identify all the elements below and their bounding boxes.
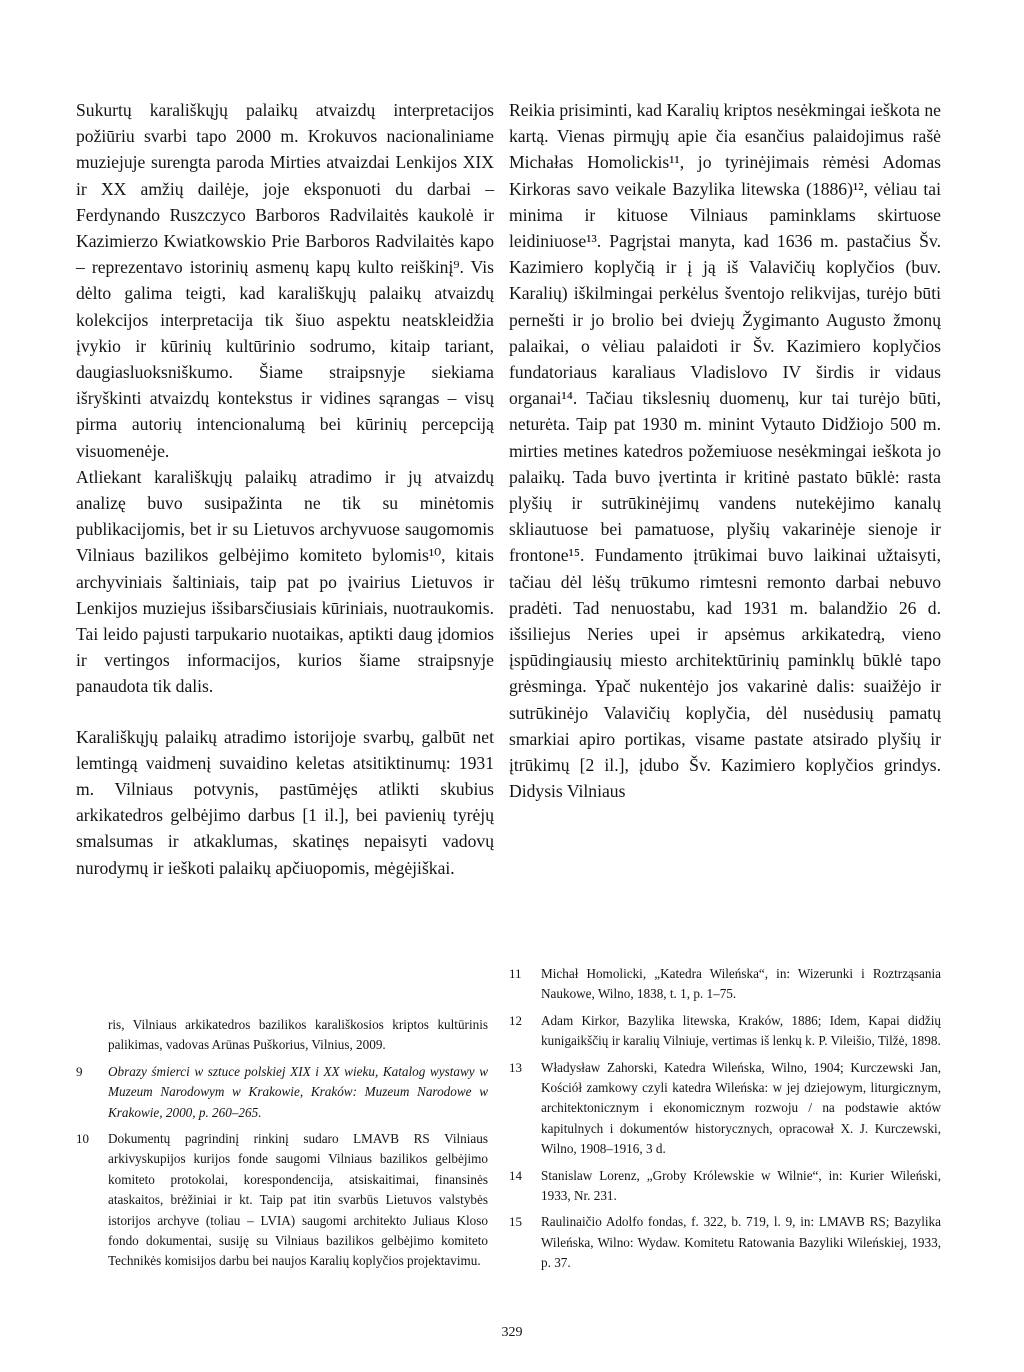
footnote-number: 12 [509, 1012, 522, 1028]
page-number: 329 [501, 1325, 523, 1340]
footnote-text: Władysław Zahorski, Katedra Wileńska, Wilno, 1904; Kurczewski Jan, Kościół zamkowy czyli katedra Wileńska: w jej dziejowym, liturgicznym, architektonicznym i ekonomicznym rozwoju / na podstawie aktów kapitulnych i dokumentów historycznych, opracował X. J. Kurczewski, Wilno, 1908–1916, 3 d. [541, 1059, 941, 1157]
footnote-text: Dokumentų pagrindinį rinkinį sudaro LMAVB RS Vilniaus arkivyskupijos kurijos fonde saugomi Vilniaus bazilikos gelbėjimo komiteto protokolai, korespondencija, atsiskaitimai, finansinės ataskaitos, brėžiniai ir kt. Taip pat itin svarbūs Lietuvos valstybės istorijos archyve (toliau – LVIA) saugomi architekto Juliaus Kloso fondo dokumentai, susiję su Vilniaus bazilikos gelbėjimo komiteto Technikės komisijos darbu bei naujos Karalių koplyčios projektavimu. [108, 1131, 488, 1269]
footnote [76, 1129, 488, 1272]
body-paragraph: Sukurtų karališkųjų palaikų atvaizdų interpretacijos požiūriu svarbi tapo 2000 m. Krokuvos nacionaliniame muziejuje surengta paroda Mirties atvaizdai Lenkijos XIX ir XX amžių dailėje, joje eksponuoti du darbai – Ferdynando Ruszczyco Barboros Radvilaitės kaukolė ir Kazimierzo Kwiatkowskio Prie Barboros Radvilaitės kapo – reprezentavo istorinių asmenų kapų kulto reiškinį⁹. Vis dėlto galima teigti, kad karališkųjų palaikų atvaizdų kolekcijos interpretacija tik šiuo aspektu neatskleidžia įvykio ir kūrinių kultūrinio sodrumo, kitaip tariant, daugiasluoksniškumo. Šiame straipsnyje siekiama išryškinti atvaizdų kontekstus ir vidines sąrangas – visų pirma autorių intencionalumą bei kūrinių percepciją visuomenėje. [76, 100, 494, 461]
body-paragraph: Reikia prisiminti, kad Karalių kriptos nesėkmingai ieškota ne kartą. Vienas pirmųjų apie čia esančius palaidojimus rašė Michałas Homolickis¹¹, jo tyrinėjimais rėmėsi Adomas Kirkoras savo veikale Bazylika litewska (1886)¹², vėliau tai minima ir kituose Vilniaus paminklams skirtuose leidiniuose¹³. Pagrįstai manyta, kad 1636 m. pastačius Šv. Kazimiero koplyčią ir į ją iš Valavičių koplyčios (buv. Karalių) iškilmingai perkėlus šventojo relikvijas, turėjo būti pernešti ir jo brolio bei dviejų Žygimanto Augusto žmonų palaikai, o vėliau palaidoti ir Šv. Kazimiero koplyčios fundatoriaus karaliaus Vladislovo IV širdis ir vidaus organai¹⁴. Tačiau tikslesnių duomenų, kur tai turėjo būti, neturėta. Taip pat 1930 m. minint Vytauto Didžiojo 500 m. mirties metines katedros požemiuose nesėkmingai ieškota jo palaikų. Tada buvo įvertinta ir kritinė pastato būklė: rasta plyšių ir sutrūkinėjimų vandens nutekėjimo kanalų skliautuose bei pamatuose, plyšių vakarinėje sienoje ir frontone¹⁵. Fundamento įtrūkimai buvo laikinai užtaisyti, tačiau dėl lėšų trūkumo rimtesni remonto darbai nebuvo pradėti. Tad nenuostabu, kad 1931 m. balandžio 26 d. išsiliejus Neries upei ir apsėmus arkikatedrą, vieno įspūdingiausių miesto architektūrinių paminklų būklė tapo grėsminga. Ypač nukentėjo jos vakarinė dalis: suaižėjo ir sutrūkinėjo Valavičių koplyčia, dėl nusėdusių pamatų smarkiai apiro portikas, visame pastate atsirado plyšių ir įtrūkimų [2 il.], įdubo Šv. Kazimiero koplyčios grindys. Didysis Vilniaus [509, 100, 941, 802]
footnote-number: 13 [509, 1059, 522, 1075]
footnote-number: 14 [509, 1167, 522, 1183]
footnote-number: 11 [509, 966, 522, 981]
footnote-text: Obrazy śmierci w sztuce polskiej XIX i XX wieku, Katalog wystawy w Muzeum Narodowym w Krakowie, Kraków: Muzeum Narodowe w Krakowie, 2000, p. 260–265. [108, 1063, 488, 1120]
left-column [76, 97, 494, 881]
footnote-continuation: ris, Vilniaus arkikatedros bazilikos karališkosios kriptos kultūrinis palikimas, vadovas Arūnas Puškorius, Vilnius, 2009. [108, 1017, 488, 1053]
footnote-text: Adam Kirkor, Bazylika litewska, Kraków, 1886; Idem, Kapai didžių kunigaikščių ir karalių Vilniuje, vertimas iš lenkų k. P. Vileišio, Tilžė, 1898. [541, 1012, 941, 1049]
footnote [509, 1212, 941, 1273]
footnote-text: Michał Homolicki, „Katedra Wileńska“, in: Wizerunki i Roztrząsania Naukowe, Wilno, 1838, t. 1, p. 1–75. [541, 966, 941, 1002]
footnote-number: 10 [76, 1131, 89, 1147]
footnote-number: 15 [509, 1214, 522, 1230]
footnotes-right [509, 964, 941, 1274]
footnotes-left [76, 1015, 488, 1272]
right-column [509, 97, 941, 804]
footnote [76, 1062, 488, 1123]
footnote [509, 964, 941, 1005]
footnote-text: Stanislaw Lorenz, „Groby Królewskie w Wilnie“, in: Kurier Wileński, 1933, Nr. 231. [541, 1167, 941, 1204]
body-paragraph: Karališkųjų palaikų atradimo istorijoje svarbų, galbūt net lemtingą vaidmenį suvaidino keletas atsitiktinumų: 1931 m. Vilniaus potvynis, pastūmėjęs atlikti skubius arkikatedros gelbėjimo darbus [1 il.], bei pavienių tyrėjų smalsumas ir atkaklumas, skatinęs nepaisyti vadovų nurodymų ir ieškoti palaikų apčiuopomis, mėgėjiškai. [76, 726, 494, 878]
footnote [509, 1166, 941, 1207]
footnote-number: 9 [76, 1063, 83, 1079]
footnote-text: Raulinaičio Adolfo fondas, f. 322, b. 719, l. 9, in: LMAVB RS; Bazylika Wileńska, Wilno: Wydaw. Komitetu Ratowania Bazyliki Wileńskiej, 1933, p. 37. [541, 1214, 941, 1271]
footnote [509, 1011, 941, 1052]
body-paragraph: Atliekant karališkųjų palaikų atradimo ir jų atvaizdų analizę buvo susipažinta ne tik su minėtomis publikacijomis, bet ir su Lietuvos archyvuose saugomomis Vilniaus bazilikos gelbėjimo komiteto bylomis¹⁰, kitais archyviniais šaltiniais, taip pat po įvairius Lietuvos ir Lenkijos muziejus išsibarsčiusiais kūriniais, nuotraukomis. Tai leido pajusti tarpukario nuotaikas, aptikti daug įdomios ir vertingos informacijos, kurios šiame straipsnyje panaudota tik dalis. [76, 466, 494, 697]
footnote [509, 1058, 941, 1160]
